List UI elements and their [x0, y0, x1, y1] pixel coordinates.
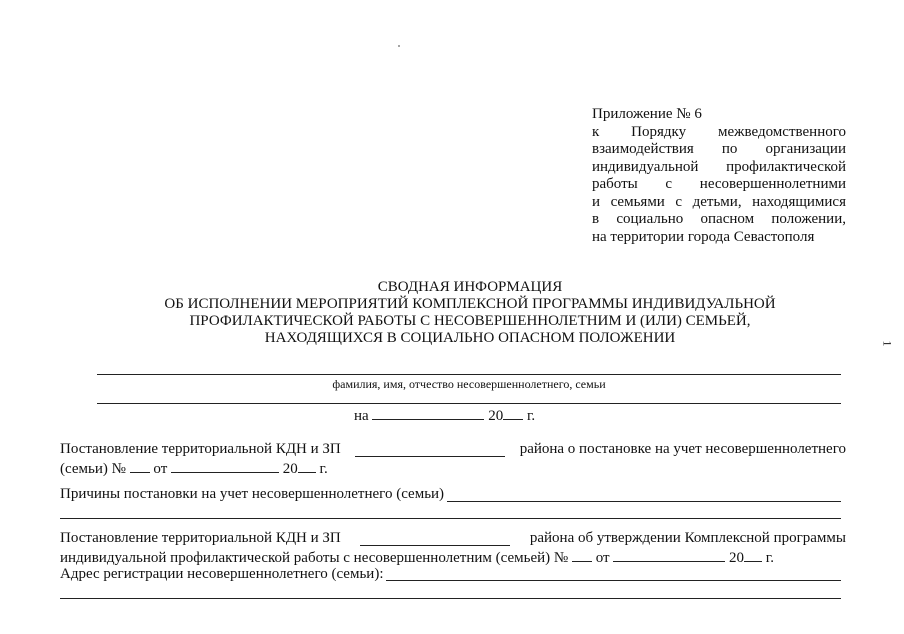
- appendix-line-7: на территории города Севастополя: [592, 228, 815, 245]
- resolution1-district-field[interactable]: [355, 443, 505, 457]
- scan-speck: [398, 45, 400, 47]
- date-year-field[interactable]: [503, 406, 523, 420]
- resolution2-number-label: индивидуальной профилактической работы с несовершеннолетним (семьей) №: [60, 550, 569, 566]
- appendix-line-5: и семьями с детьми, находящимися: [592, 193, 846, 210]
- appendix-block: [592, 106, 846, 246]
- resolution2-line2: [60, 548, 774, 567]
- name-line-2: [97, 403, 841, 404]
- title-line-3: ПРОФИЛАКТИЧЕСКОЙ РАБОТЫ С НЕСОВЕРШЕННОЛЕТНИМ И (ИЛИ) СЕМЬЕЙ,: [189, 313, 751, 329]
- page-number: 1: [880, 340, 895, 347]
- date-row: [354, 406, 535, 425]
- resolution1-date-field[interactable]: [171, 459, 279, 473]
- resolution2-number-field[interactable]: [572, 548, 592, 562]
- resolution1-part2: района о постановке на учет несовершеннолетнего: [519, 441, 846, 457]
- resolution2-year-prefix: 20: [729, 550, 745, 566]
- resolution1-number-label: (семьи) №: [60, 461, 126, 477]
- name-caption: фамилия, имя, отчество несовершеннолетнего, семьи: [332, 377, 606, 391]
- document-title: [100, 279, 840, 347]
- resolution1-line2: [60, 459, 328, 478]
- resolution2-part2: района об утверждении Комплексной программы: [529, 530, 846, 546]
- resolution2-part1: Постановление территориальной КДН и ЗП: [60, 530, 341, 546]
- reasons-field-2[interactable]: [60, 518, 841, 519]
- resolution1-year-field[interactable]: [298, 459, 316, 473]
- appendix-line-4: работы с несовершеннолетними: [592, 176, 846, 192]
- appendix-line-3: индивидуальной профилактической: [592, 158, 846, 175]
- title-line-2: ОБ ИСПОЛНЕНИИ МЕРОПРИЯТИЙ КОМПЛЕКСНОЙ ПРОГРАММЫ ИНДИВИДУАЛЬНОЙ: [164, 296, 776, 312]
- resolution1-line1: [60, 441, 846, 458]
- address-field-1[interactable]: [386, 580, 841, 581]
- title-line-4: НАХОДЯЩИХСЯ В СОЦИАЛЬНО ОПАСНОМ ПОЛОЖЕНИИ: [264, 330, 676, 346]
- resolution2-from-label: от: [595, 550, 610, 566]
- appendix-line-1: к Порядку межведомственного: [592, 123, 846, 140]
- resolution1-part1: Постановление территориальной КДН и ЗП: [60, 441, 341, 457]
- resolution2-year-field[interactable]: [744, 548, 762, 562]
- appendix-heading: Приложение № 6: [592, 106, 702, 122]
- reasons-field-1[interactable]: [447, 501, 841, 502]
- reasons-label: Причины постановки на учет несовершеннолетнего (семьи): [60, 486, 445, 502]
- name-line: [97, 374, 841, 375]
- resolution2-line1: [60, 530, 846, 547]
- address-label: Адрес регистрации несовершеннолетнего (семьи):: [60, 566, 384, 582]
- resolution1-year-suffix: г.: [319, 461, 328, 477]
- date-suffix: г.: [526, 408, 536, 424]
- date-day-month-field[interactable]: [372, 406, 484, 420]
- appendix-line-6: в социально опасном положении,: [592, 211, 846, 227]
- date-prefix: на: [354, 408, 369, 424]
- resolution1-year-prefix: 20: [282, 461, 298, 477]
- resolution1-number-field[interactable]: [130, 459, 150, 473]
- address-field-2[interactable]: [60, 598, 841, 599]
- date-year-prefix: 20: [488, 408, 504, 424]
- resolution2-district-field[interactable]: [360, 532, 510, 546]
- title-line-1: СВОДНАЯ ИНФОРМАЦИЯ: [377, 279, 563, 295]
- resolution2-year-suffix: г.: [765, 550, 775, 566]
- appendix-line-2: взаимодействия по организации: [592, 141, 846, 157]
- resolution2-date-field[interactable]: [613, 548, 725, 562]
- resolution1-from-label: от: [153, 461, 168, 477]
